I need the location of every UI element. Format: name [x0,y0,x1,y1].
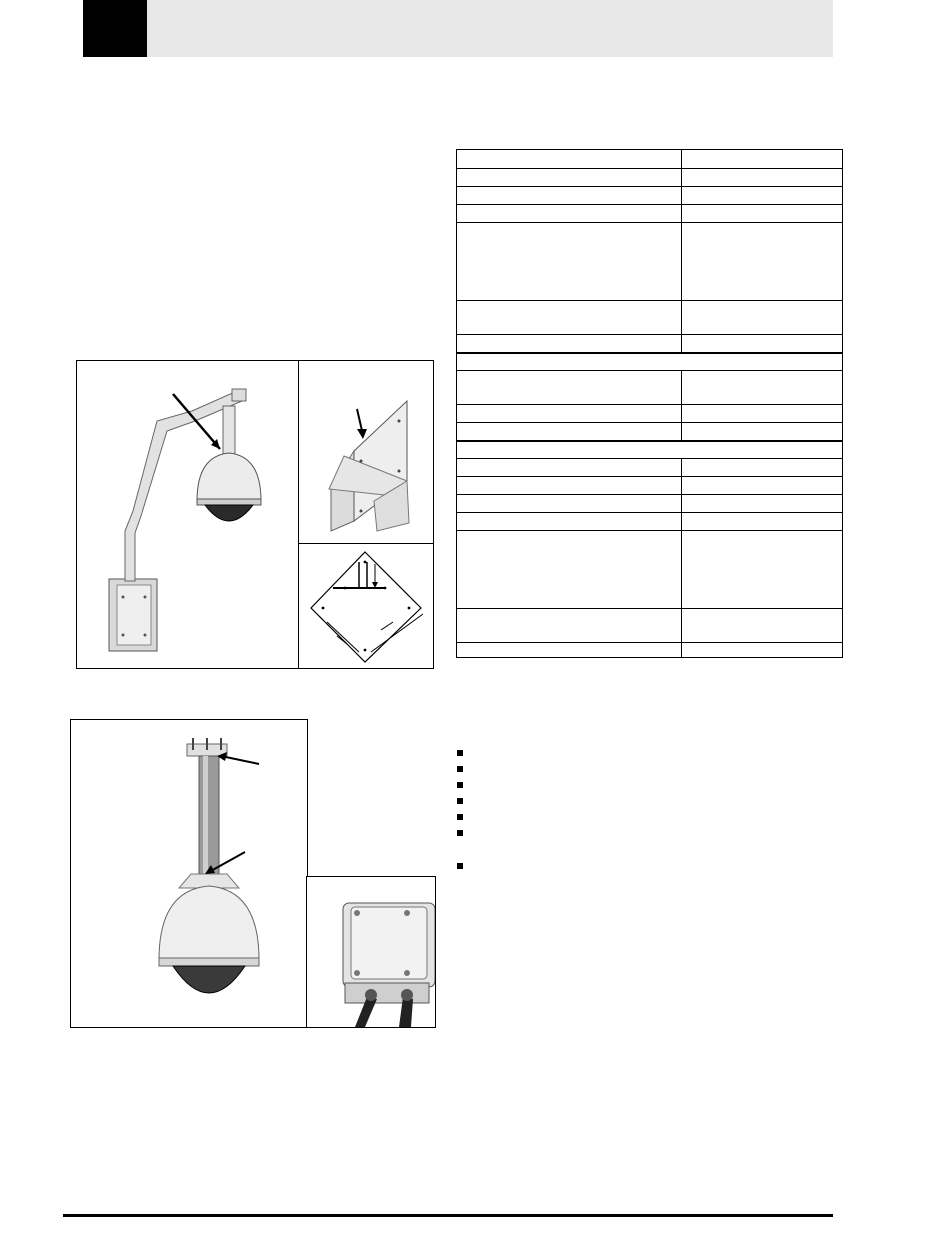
spec-label-cell [457,187,682,205]
bullet-list [457,750,463,869]
spec-value-cell [682,423,843,441]
spec-row [457,335,843,353]
spec-label-cell [457,643,682,658]
spec-label-cell [457,423,682,441]
spec-value-cell [682,223,843,301]
bullet-marker [457,782,463,788]
spec-row [457,301,843,335]
spec-value-cell [682,371,843,405]
spec-section-cell [457,353,843,371]
spec-label-cell [457,405,682,423]
pendant-pipe-mount-camera-icon [71,720,307,1027]
spec-label-cell [457,609,682,643]
spec-value-cell [682,169,843,187]
spec-label-cell [457,169,682,187]
bullet-marker [457,766,463,772]
spec-row [457,150,843,169]
spec-row [457,459,843,477]
spec-value-cell [682,609,843,643]
spec-value-cell [682,335,843,353]
spec-label-cell [457,477,682,495]
figure-corner-diagram [298,543,434,669]
spec-label-cell [457,459,682,477]
bullet-marker [457,830,463,836]
wall-mount-bracket-camera-icon [77,361,299,668]
bullet-marker [457,798,463,804]
spec-value-cell [682,150,843,169]
spec-label-cell [457,301,682,335]
junction-box-icon [307,877,435,1027]
spec-value-cell [682,405,843,423]
spec-label-cell [457,531,682,609]
figure-corner-adapter [298,360,434,545]
spec-row [457,643,843,658]
spec-row [457,477,843,495]
spec-row [457,205,843,223]
spec-label-cell [457,495,682,513]
bullet-marker [457,814,463,820]
spec-table [456,149,843,658]
spec-value-cell [682,301,843,335]
spec-label-cell [457,205,682,223]
spec-section-row [457,441,843,459]
spec-label-cell [457,335,682,353]
spec-value-cell [682,187,843,205]
spec-row [457,169,843,187]
spec-label-cell [457,150,682,169]
figure-junction-box [306,876,436,1028]
footer-rule [63,1214,833,1217]
spec-label-cell [457,371,682,405]
corner-mount-dimension-diagram-icon [299,544,433,668]
spec-value-cell [682,477,843,495]
spec-section-row [457,353,843,371]
spec-value-cell [682,459,843,477]
corner-mount-adapter-icon [299,361,433,544]
header-chapter-block [83,0,147,57]
spec-value-cell [682,513,843,531]
spec-row [457,371,843,405]
spec-label-cell [457,223,682,301]
header-bar [83,0,833,57]
spec-label-cell [457,513,682,531]
spec-row [457,223,843,301]
spec-value-cell [682,495,843,513]
spec-value-cell [682,643,843,658]
spec-row [457,405,843,423]
spec-row [457,531,843,609]
bullet-marker [457,863,463,869]
spec-row [457,495,843,513]
spec-value-cell [682,531,843,609]
spec-row [457,609,843,643]
spec-row [457,187,843,205]
spec-row [457,513,843,531]
spec-section-cell [457,441,843,459]
figure-pendant-mount [70,719,308,1028]
spec-value-cell [682,205,843,223]
bullet-marker [457,750,463,756]
figure-wall-mount [76,360,300,669]
spec-row [457,423,843,441]
